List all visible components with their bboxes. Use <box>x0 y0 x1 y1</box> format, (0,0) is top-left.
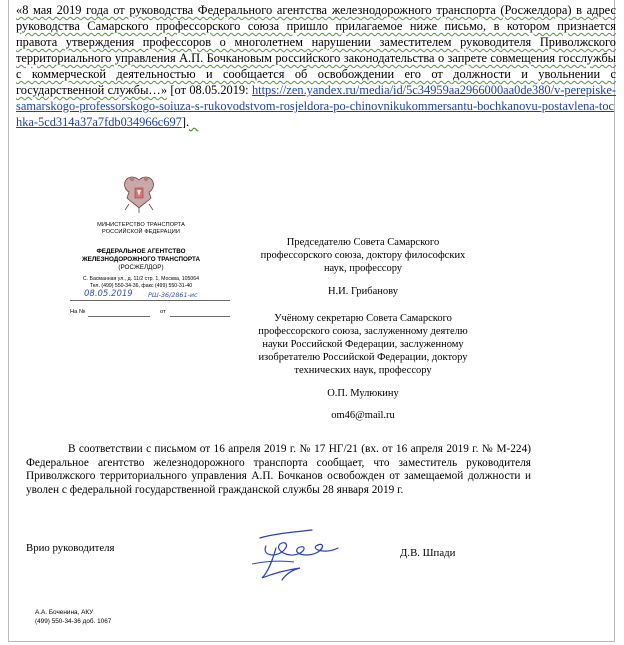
quote-block <box>16 2 616 130</box>
handwritten-signature <box>242 524 352 584</box>
no-label: На № <box>70 309 86 315</box>
quote-text: «8 мая 2019 года от руководства Федерального агентства железнодорожного транспорта (Росжелдора) в адрес руководства Самарского профессорского союза пришло прилагаемое ниже письмо, в котором признается правота утверждения профессоров о многолетнем нарушении заместителем руководителя Приволжского территориального управления А.П. Бочкановым российского законодательства о запрете совмещения госслужбы с коммерческой деятельностью и сообщается об освобождении его от должности и увольнении с государственной службы…» <box>16 3 616 97</box>
signatory-name: Д.В. Шпади <box>400 547 456 559</box>
registration-number: РШ-36/2861-ис <box>148 291 198 299</box>
agency-address: С. Басманная ул., д. 11/2 стр. 1, Москва, 105064 Тел. (499) 550-34-36, факс (499) 550-31-40 <box>82 276 200 289</box>
recipient-2: Учёному секретарю Совета Самарского профессорского союза, заслуженному деятелю науки Российской Федерации, заслуженному изобретателю Российской Федерации, доктору технических наук, профессору О.П. Мулюкину om46@mail.ru <box>238 312 488 422</box>
from-label: от <box>160 309 166 315</box>
quote-source-suffix: ]. <box>181 115 190 129</box>
quote-source-prefix: [от 08.05.2019: <box>170 83 249 97</box>
registration-date: 08.05.2019 <box>84 289 133 299</box>
letter-body: В соответствии с письмом от 16 апреля 2019 г. № 17 НГ/21 (вх. от 16 апреля 2019 г. № М-224) Федеральное агентство железнодорожного транспорта сообщает, что заместитель руководителя Приволжского территориального управления А.П. Бочканов освобожден от замещаемой должности и уволен с федеральной государственной гражданской службы 28 января 2019 г. <box>26 443 531 496</box>
recipient-2-email[interactable]: om46@mail.ru <box>331 410 395 421</box>
coat-of-arms-icon <box>121 174 157 214</box>
recipient-1: Председателю Совета Самарского профессорского союза, доктору философских наук, профессору Н.И. Грибанову <box>238 236 488 298</box>
executor-info: А.А. Боченина, АКУ (499) 550-34-36 доб. 1067 <box>35 609 112 625</box>
registration-line <box>70 289 230 303</box>
reference-line <box>70 308 230 320</box>
recipient-1-name: Н.И. Грибанову <box>327 286 399 297</box>
agency-name: ФЕДЕРАЛЬНОЕ АГЕНТСТВО ЖЕЛЕЗНОДОРОЖНОГО ТРАНСПОРТА (РОСЖЕЛДОР) <box>81 248 201 271</box>
letter <box>16 160 616 640</box>
source-link[interactable]: https://zen.yandex.ru/media/id/5c34959aa2966000aa0de380/v-perepiske-samarskogo-professorskogo-soiuza-s-rukovodstvom-rosjeldora-po-chinovnikukommersantu-bochkanovu-postavlena-tochka-5cd314a37a7fdb034966c697 <box>16 83 616 129</box>
recipient-2-name: О.П. Мулюкину <box>327 388 399 399</box>
signatory-role: Врио руководителя <box>26 542 115 554</box>
ministry-name: МИНИСТЕРСТВО ТРАНСПОРТА РОССИЙСКОЙ ФЕДЕРАЦИИ <box>97 222 185 235</box>
quote-trail <box>189 115 198 129</box>
